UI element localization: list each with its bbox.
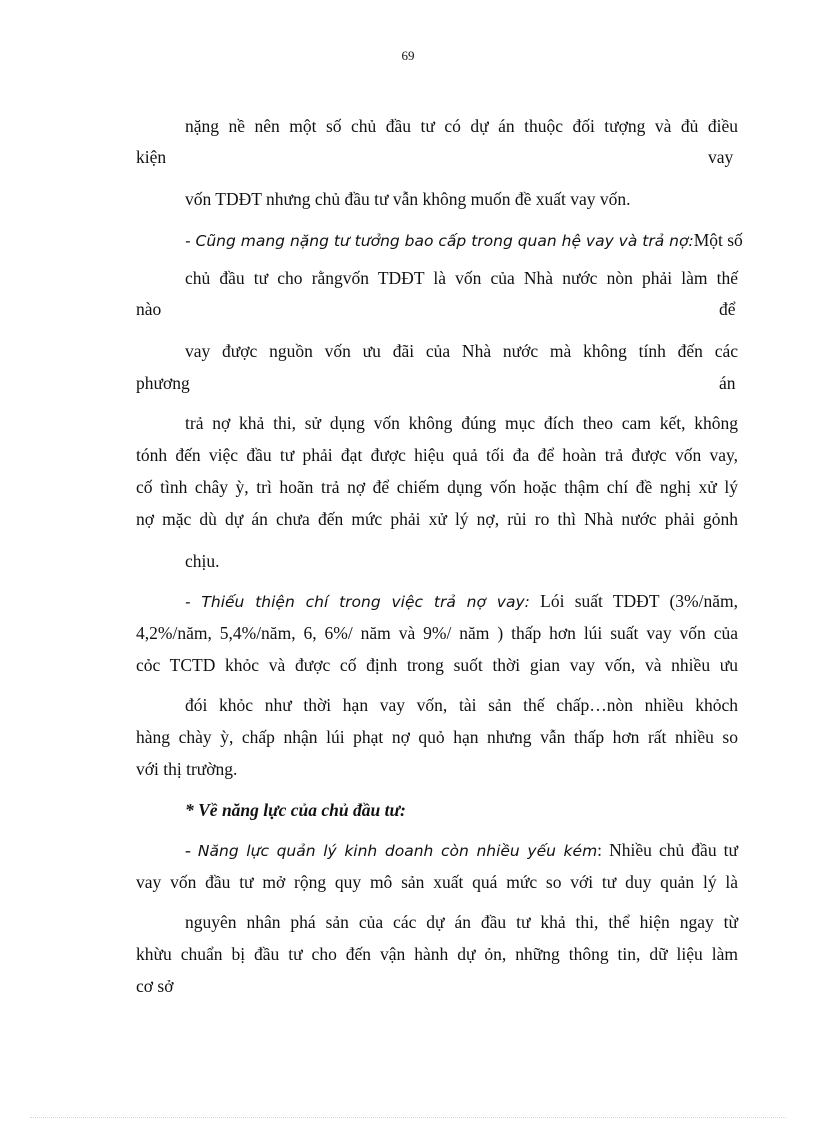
italic-phrase: Năng lực quản lý kinh doanh còn nhiều yếu kém — [197, 842, 598, 860]
text-line — [185, 229, 743, 252]
text-line — [185, 590, 738, 613]
text-line: cỏc TCTD khỏc và được cố định trong suốt thời gian vay vốn, và nhiều ưu — [136, 655, 738, 675]
text-line: nặng nề nên một số chủ đầu tư có dự án thuộc đối tượng và đủ điều — [185, 116, 738, 136]
text-line — [185, 839, 738, 862]
text-line: nợ mặc dù dự án chưa đến mức phải xử lý nợ, rủi ro thì Nhà nước phải gỏnh — [136, 509, 738, 529]
italic-phrase: - Cũng mang nặng tư tưởng bao cấp trong quan hệ vay và trả nợ: — [185, 232, 694, 250]
text-line: kiện — [136, 147, 167, 167]
text-line: đói khỏc như thời hạn vay vốn, tài sản thế chấp…nòn nhiều khỏch — [185, 695, 738, 715]
text-span: : Nhiều chủ đầu tư — [597, 840, 739, 860]
text-line: vay — [708, 147, 734, 167]
text-line: cố tình chây ỳ, trì hoãn trả nợ để chiếm dụng vốn hoặc thậm chí đề nghị xử lý — [136, 477, 738, 497]
text-line: chịu. — [185, 551, 220, 571]
text-span: Lói suất TDĐT (3%/năm, — [540, 591, 738, 611]
section-heading: * Về năng lực của chủ đầu tư: — [185, 800, 406, 820]
text-line: phương — [136, 373, 190, 393]
text-line: vay được nguồn vốn ưu đãi của Nhà nước mà không tính đến các — [185, 341, 738, 361]
text-line: vay vốn đầu tư mở rộng quy mô sản xuất quá mức so với tư duy quản lý là — [136, 872, 738, 892]
text-line: chủ đầu tư cho rằngvốn TDĐT là vốn của Nhà nước nòn phải làm thế — [185, 268, 738, 288]
text-line: tónh đến việc đầu tư phải đạt được hiệu quả tối đa để hoàn trả được vốn vay, — [136, 445, 738, 465]
text-line: án — [719, 373, 736, 393]
text-line: 4,2%/năm, 5,4%/năm, 6, 6%/ năm và 9%/ năm ) thấp hơn lúi suất vay vốn của — [136, 623, 738, 643]
text-line: nào — [136, 299, 162, 319]
text-line: để — [719, 299, 736, 319]
text-line: với thị trường. — [136, 759, 238, 779]
text-line: hàng chày ỳ, chấp nhận lúi phạt nợ quỏ hạn nhưng vẫn thấp hơn rất nhiều so — [136, 727, 738, 747]
text-line: trả nợ khả thi, sử dụng vốn không đúng mục đích theo cam kết, không — [185, 413, 738, 433]
text-span: Một số — [693, 230, 743, 250]
text-span: - — [185, 840, 198, 860]
text-line: cơ sở — [136, 976, 174, 996]
page-bottom-divider — [30, 1117, 786, 1118]
text-line: khừu chuẩn bị đầu tư cho đến vận hành dự ỏn, những thông tin, dữ liệu làm — [136, 944, 738, 964]
italic-phrase: - Thiếu thiện chí trong việc trả nợ vay: — [185, 593, 530, 611]
text-line: vốn TDĐT nhưng chủ đầu tư vẫn không muốn đề xuất vay vốn. — [185, 189, 631, 209]
text-line: nguyên nhân phá sản của các dự án đầu tư khả thi, thể hiện ngay từ — [185, 912, 738, 932]
page-number: 69 — [401, 48, 415, 63]
